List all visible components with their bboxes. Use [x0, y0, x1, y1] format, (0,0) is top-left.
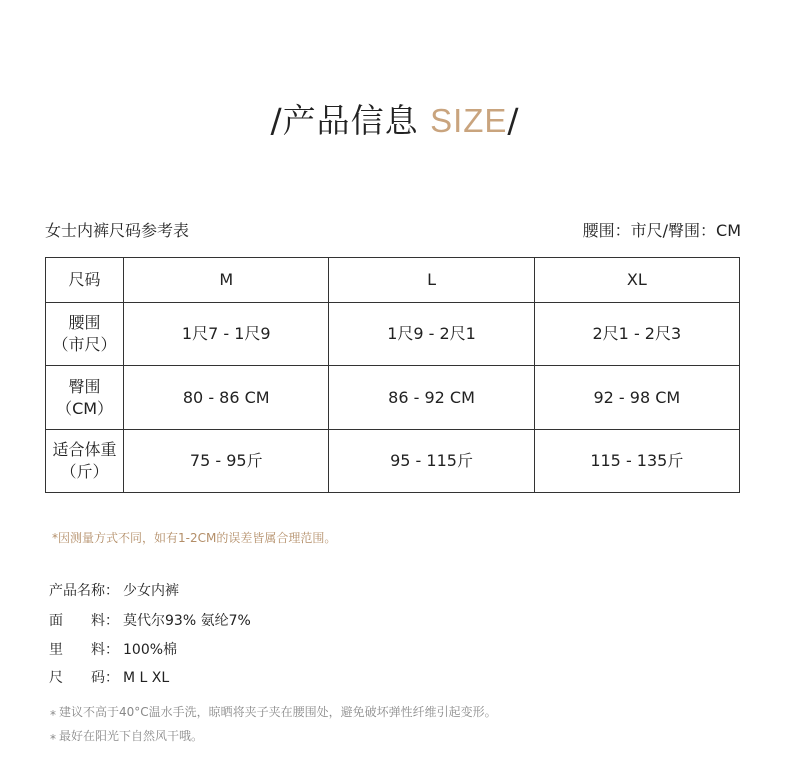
care-tip-text: 最好在阳光下自然风干哦。 — [59, 729, 204, 743]
title-prefix: /产品信息 — [270, 101, 431, 140]
info-value: 莫代尔93% 氨纶7% — [123, 613, 251, 629]
table-cell: 2尺1 - 2尺3 — [534, 303, 739, 366]
table-caption: 女士内裤尺码参考表 — [45, 221, 190, 240]
asterisk-icon: * — [50, 732, 56, 746]
row-label-line2: （斤） — [60, 462, 109, 481]
info-row-lining — [49, 639, 177, 659]
table-cell: 1尺7 - 1尺9 — [124, 303, 329, 366]
header-cell: L — [329, 258, 534, 303]
table-cell: 75 - 95斤 — [124, 430, 329, 493]
row-label-line2: （市尺） — [52, 335, 117, 354]
header-cell: 尺码 — [46, 258, 124, 303]
title-accent: SIZE — [430, 102, 508, 139]
info-key: 产品名称： — [49, 583, 119, 599]
table-cell: 80 - 86 CM — [124, 366, 329, 430]
table-row — [46, 366, 740, 430]
table-header-row — [46, 258, 740, 303]
size-table — [45, 257, 740, 493]
info-value: M L XL — [123, 670, 170, 686]
title-suffix: / — [507, 101, 520, 140]
header-cell: XL — [534, 258, 739, 303]
info-key: 里 料： — [49, 642, 119, 658]
info-row-fabric — [49, 610, 251, 630]
table-row — [46, 430, 740, 493]
table-cell: 95 - 115斤 — [329, 430, 534, 493]
info-value: 100%棉 — [123, 642, 178, 658]
care-tip — [50, 703, 497, 720]
info-value: 少女内裤 — [123, 583, 179, 599]
row-label-line1: 臀围 — [68, 376, 101, 396]
info-row-size — [49, 667, 169, 687]
header-cell: M — [124, 258, 329, 303]
unit-caption: 腰围：市尺/臀围：CM — [582, 221, 741, 240]
row-label-line1: 腰围 — [68, 313, 101, 332]
row-label-line1: 适合体重 — [52, 440, 117, 459]
row-label — [46, 430, 124, 493]
row-label — [46, 303, 124, 366]
measurement-note: *因测量方式不同，如有1-2CM的误差皆属合理范围。 — [52, 531, 337, 545]
info-key: 尺 码： — [49, 670, 119, 686]
asterisk-icon: * — [50, 708, 56, 722]
info-key: 面 料： — [49, 613, 119, 629]
table-cell: 115 - 135斤 — [534, 430, 739, 493]
row-label — [46, 366, 124, 430]
table-cell: 86 - 92 CM — [329, 366, 534, 430]
table-row — [46, 303, 740, 366]
info-row-name — [49, 580, 179, 600]
row-label-line2: （CM） — [56, 398, 114, 418]
care-tip-text: 建议不高于40°C温水手洗，晾晒将夹子夹在腰围处，避免破坏弹性纤维引起变形。 — [59, 705, 497, 719]
care-tip — [50, 727, 203, 744]
page-title — [0, 95, 790, 142]
table-cell: 92 - 98 CM — [534, 366, 739, 430]
table-cell: 1尺9 - 2尺1 — [329, 303, 534, 366]
